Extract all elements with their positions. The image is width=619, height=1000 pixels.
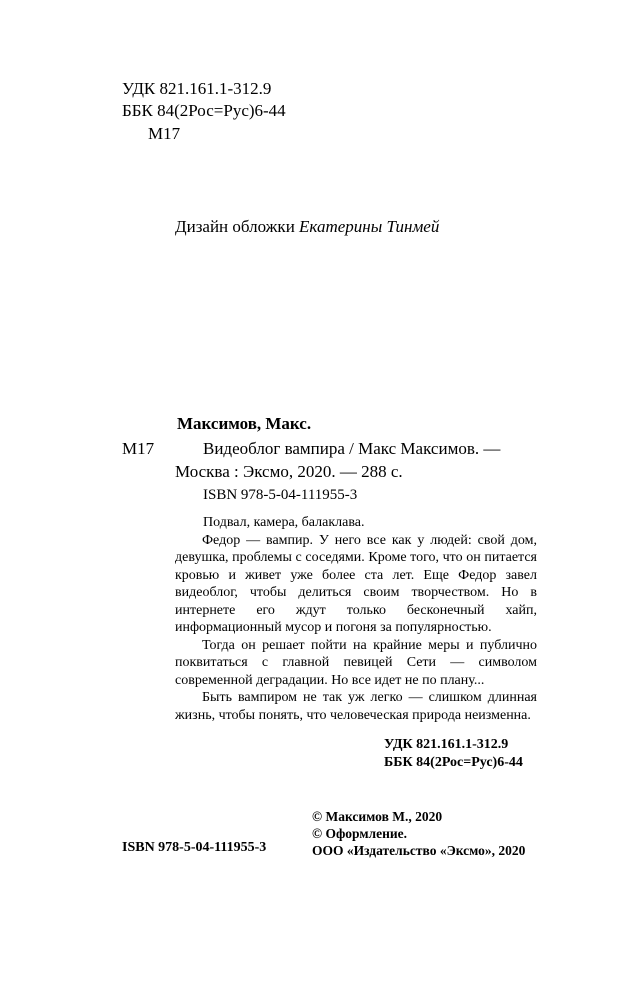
bbk-code-right: ББК 84(2Рос=Рус)6-44 — [384, 755, 523, 770]
cover-design-credit — [175, 217, 439, 237]
catalog-publication: Москва : Эксмо, 2020. — 288 с. — [175, 462, 403, 481]
book-annotation — [175, 514, 537, 724]
catalog-author-mark: М17 — [122, 439, 155, 458]
credit-prefix: Дизайн обложки — [175, 217, 295, 236]
catalog-title: Видеоблог вампира / Макс Максимов. — — [203, 439, 501, 458]
bbk-code: ББК 84(2Рос=Рус)6-44 — [122, 101, 286, 120]
catalog-author: Максимов, Макс. — [177, 414, 312, 433]
copyright-block — [312, 808, 525, 859]
udk-code-right: УДК 821.161.1-312.9 — [384, 737, 509, 752]
catalog-isbn: ISBN 978-5-04-111955-3 — [203, 487, 358, 503]
design-copyright: © Оформление. — [312, 826, 408, 841]
author-copyright: © Максимов М., 2020 — [312, 809, 443, 824]
footer-isbn: ISBN 978-5-04-111955-3 — [122, 840, 267, 855]
annotation-paragraph: Федор — вампир. У него все как у людей: свой дом, девушка, проблемы с соседями. Кроме того, что он питается кровью и живет уже более ста лет. Еще Федор завел видеоблог, чтобы делиться своим творчеством. Но в интернете его ждут только бесконечный хайп, информационный мусор и погоня за популярностью. — [175, 532, 537, 635]
udk-code: УДК 821.161.1-312.9 — [122, 79, 272, 98]
annotation-paragraph: Тогда он решает пойти на крайние меры и публично поквитаться с главной певицей Сети — символом современной деградации. Но все идет не по плану... — [175, 637, 537, 688]
annotation-paragraph: Подвал, камера, балаклава. — [203, 515, 365, 530]
publisher-copyright: ООО «Издательство «Эксмо», 2020 — [312, 843, 526, 858]
author-mark: М17 — [148, 124, 181, 143]
annotation-paragraph: Быть вампиром не так уж легко — слишком длинная жизнь, чтобы понять, что человеческая природа неизменна. — [175, 690, 537, 723]
designer-name: Екатерины Тинмей — [299, 217, 440, 236]
classification-block — [384, 736, 523, 772]
